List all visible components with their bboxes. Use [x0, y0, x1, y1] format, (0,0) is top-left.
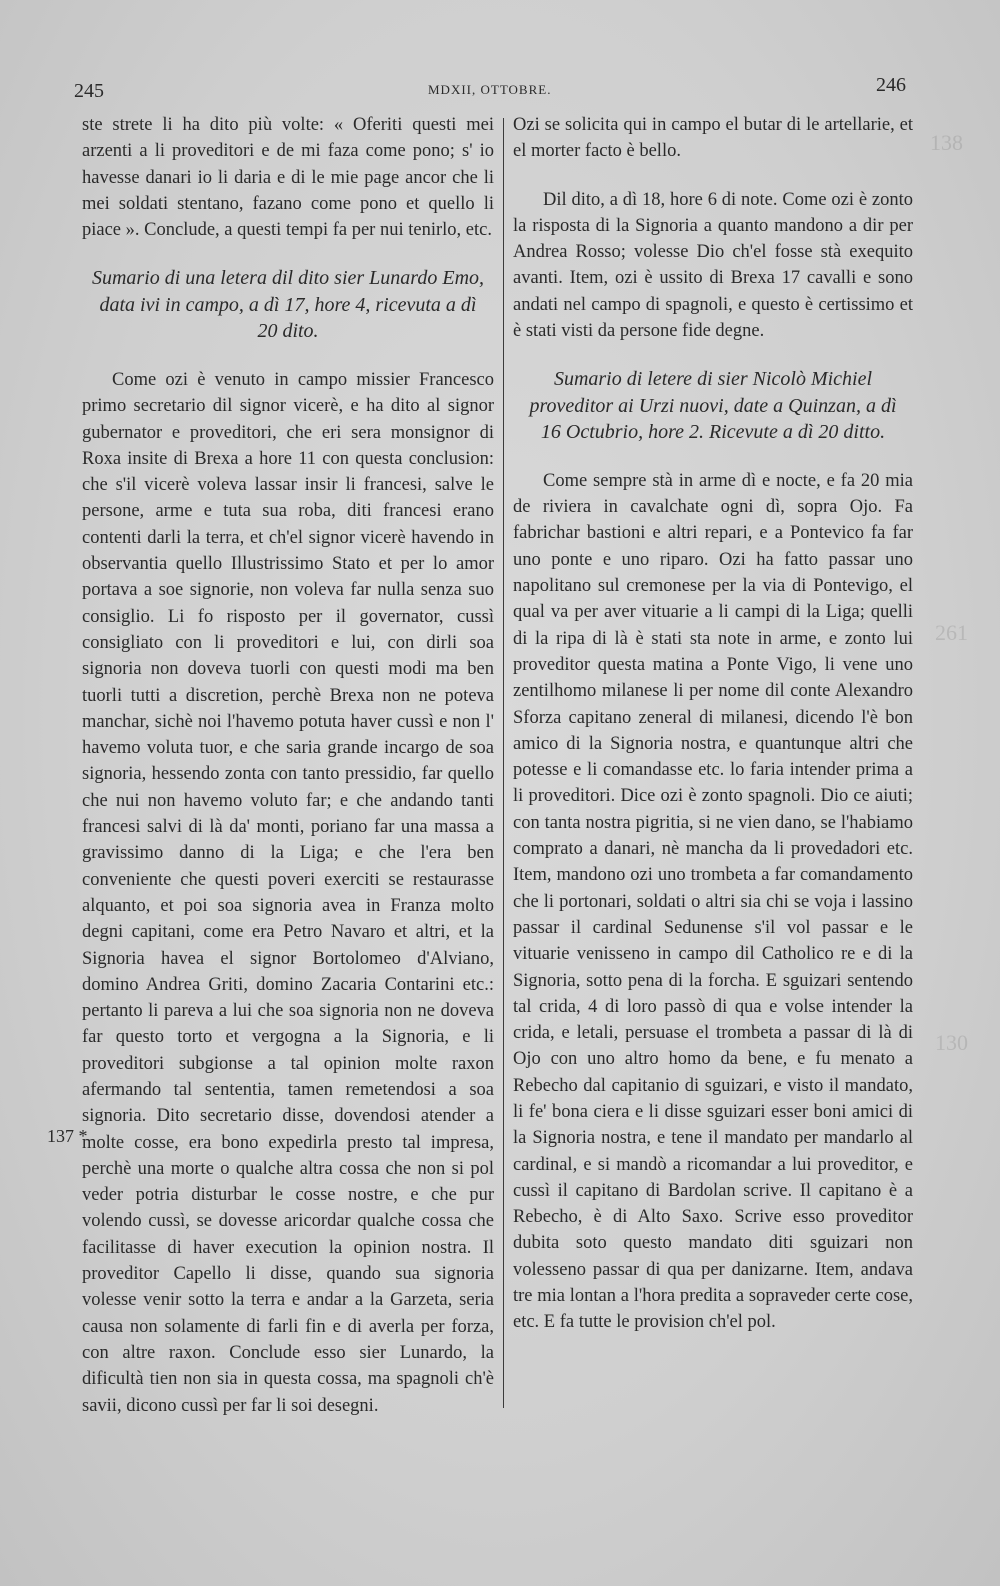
paragraph: Ozi se solicita qui in campo el butar di le artellarie, et el morter facto è bello.: [513, 115, 913, 162]
paragraph: Come ozi è venuto in campo missier Francesco primo secretario dil signor vicerè, e ha dito al signor gubernator e proveditori, che eri sera monsignor di Roxa insite di Brexa a hore 11 con questa conclusion: che s'il vicerè voleva lassar insir li francesi, salve le persone, arme e tuta sua roba, diti francesi erano contenti darli la terra, et ch'el signor vicerè havendo in observantia quello Illustrissimo Stato et per lo amor portava a soe signorie, non voleva far nulla senza suo consiglio. Li fo risposto per il governator, cussì consigliato con li proveditori e lui, con dirli soa signoria non doveva tuorli con questi modi ma ben tuorli tutti a discretion, perchè Brexa non ne poteva manchar, sichè noi l'havemo potuta haver cussì e non l' havemo voluta tuor, e che saria grande incargo de soa signoria, hessendo zonta con tanto pressidio, far quello che nui non havemo voluto far; e che andando tanti francesi salvi di là da' monti, poriano far una massa a gravissimo danno di la Liga; e che l'era ben conveniente che questi poveri exerciti se restaurasse alquanto, et poi soa signoria avea in Franza molto degni capitani, come era Petro Navaro et altri, et la Signoria havea el signor Bortolomeo d'Alviano, domino Andrea Griti, domino Zacaria Contarini etc.: pertanto li pareva a lui che soa signoria non ne doveva far questo torto et vergogna a la Signoria, e li proveditori subgionse a tal opinion molte raxon afermando tal sententia, tamen remetendosi a soa signoria. Dito secretario disse, dovendosi atender a molte cosse, era bono expedirla presto tal impresa, perchè una morte o qualche altra cossa che non si pol veder potria disturbar le cosse nostre, e che pur volendo cussì, se dovesse aricordar qualche cossa che facilitasse di haver execution la opinion nostra. Il proveditor Capello li disse, quando sua signoria volesse venir sotto la terra e andar a la Garzeta, seria causa non solamente di farli fin e di averla per forza, con altre raxon. Conclude esso sier Lunardo, la dificultà tien non sia in questa cossa, ma spagnoli ch'è savii, dicono cussì per far li soi desegni.: [82, 369, 494, 1416]
paragraph: ste strete li ha dito più volte: « Oferiti questi mei arzenti a li proveditori e de mi faza come pono; s' io havesse danari io li daria e di le mie page ancor che li mei soldati stentano, fazano come pono et quello li piace ». Conclude, a questi tempi fa per nui tenirlo, etc.: [82, 115, 494, 241]
left-column: [82, 112, 494, 1419]
bleed-through-text: 261: [935, 620, 968, 645]
paragraph: Dil dito, a dì 18, hore 6 di note. Come ozi è zonto la risposta di la Signoria a quanto mandono a dir per Andrea Rosso; volesse Dio ch'el fosse stà exequito avanti. Item, ozi è ussito di Brexa 17 cavalli e sono andati nel campo di spagnoli, e questo è certissimo et è stati visti da persone fide degne.: [513, 189, 913, 342]
page-number-right: 246: [876, 74, 906, 96]
margin-note: 137 *: [47, 1126, 88, 1146]
column-divider: [503, 118, 504, 1408]
section-heading: Sumario di letere di sier Nicolò Michiel proveditor ai Urzi nuovi, date a Quinzan, a dì 16 Octubrio, hore 2. Ricevute a dì 20 ditto.: [529, 368, 897, 444]
bleed-through-text: 138: [930, 130, 963, 155]
bleed-through-text: 130: [935, 1030, 968, 1055]
right-column: [513, 112, 913, 1336]
paragraph: Come sempre stà in arme dì e nocte, e fa 20 mia de riviera in cavalchate ogni dì, sopra Ojo. Fa fabrichar bastioni e altri repari, e a Pontevico fa far uno ponte e uno riparo. Ozi ha fatto passar uno napolitano sul cremonese per la via di Pontevigo, el qual va per aver vituarie a li campi di la Liga; quelli di la ripa di là è stati sta note in arme, e zonto lui proveditor questa matina a Ponte Vigo, li vene uno zentilhomo milanese li per nome dil conte Alexandro Sforza capitano zeneral di milanesi, dicendo l'è bon amico di la Signoria nostra, e quantunque altri che potesse e li comandasse etc. lo faria intender prima a li proveditori. Dice ozi è zonto spagnoli. Dio ce aiuti; con tanta nostra pigritia, si ne vien dano, se l'habiamo comprato a danari, nè mancha da li provedadori etc. Item, mandono ozi uno trombeta a far comandamento che li portonari, soldati o altri sia chi se voja i lassino passar il cardinal Sedunense s'il vol passar e le vituarie venisseno in campo dil Catholico re e di la Signoria, sotto pena di la forcha. E sguizari sentendo tal crida, 4 di loro passò di qua e volse intender la crida, e letali, persuase el trombeta a passar di là di Ojo con uno altro homo da bene, e fu menato a Rebecho dal capitanio di sguizari, e visto il mandato, li fe' bona ciera e li disse sguizari esser boni amici di la Signoria nostra, e tene il mandato per mandarlo al cardinal, e si mandò a ricomandar a lui proveditor, e cussì il capitano di Bardolan scrive. Il capitano è a Rebecho, è di Alto Saxo. Scrive esso proveditor dubita soto questo mandato diti sguizari non volesseno passar di qua per danizarne. Item, andava tre mia lontan a l'hora predita a sopraveder certe cose, etc. E fa tutte le provision ch'el pol.: [513, 470, 913, 1333]
section-heading: Sumario di una letera dil dito sier Lunardo Emo, data ivi in campo, a dì 17, hore 4, ricevuta a dì 20 dito.: [91, 267, 485, 343]
running-title: MDXII, OTTOBRE.: [428, 82, 552, 97]
page-number-left: 245: [74, 80, 104, 102]
page-header: [0, 74, 1000, 104]
